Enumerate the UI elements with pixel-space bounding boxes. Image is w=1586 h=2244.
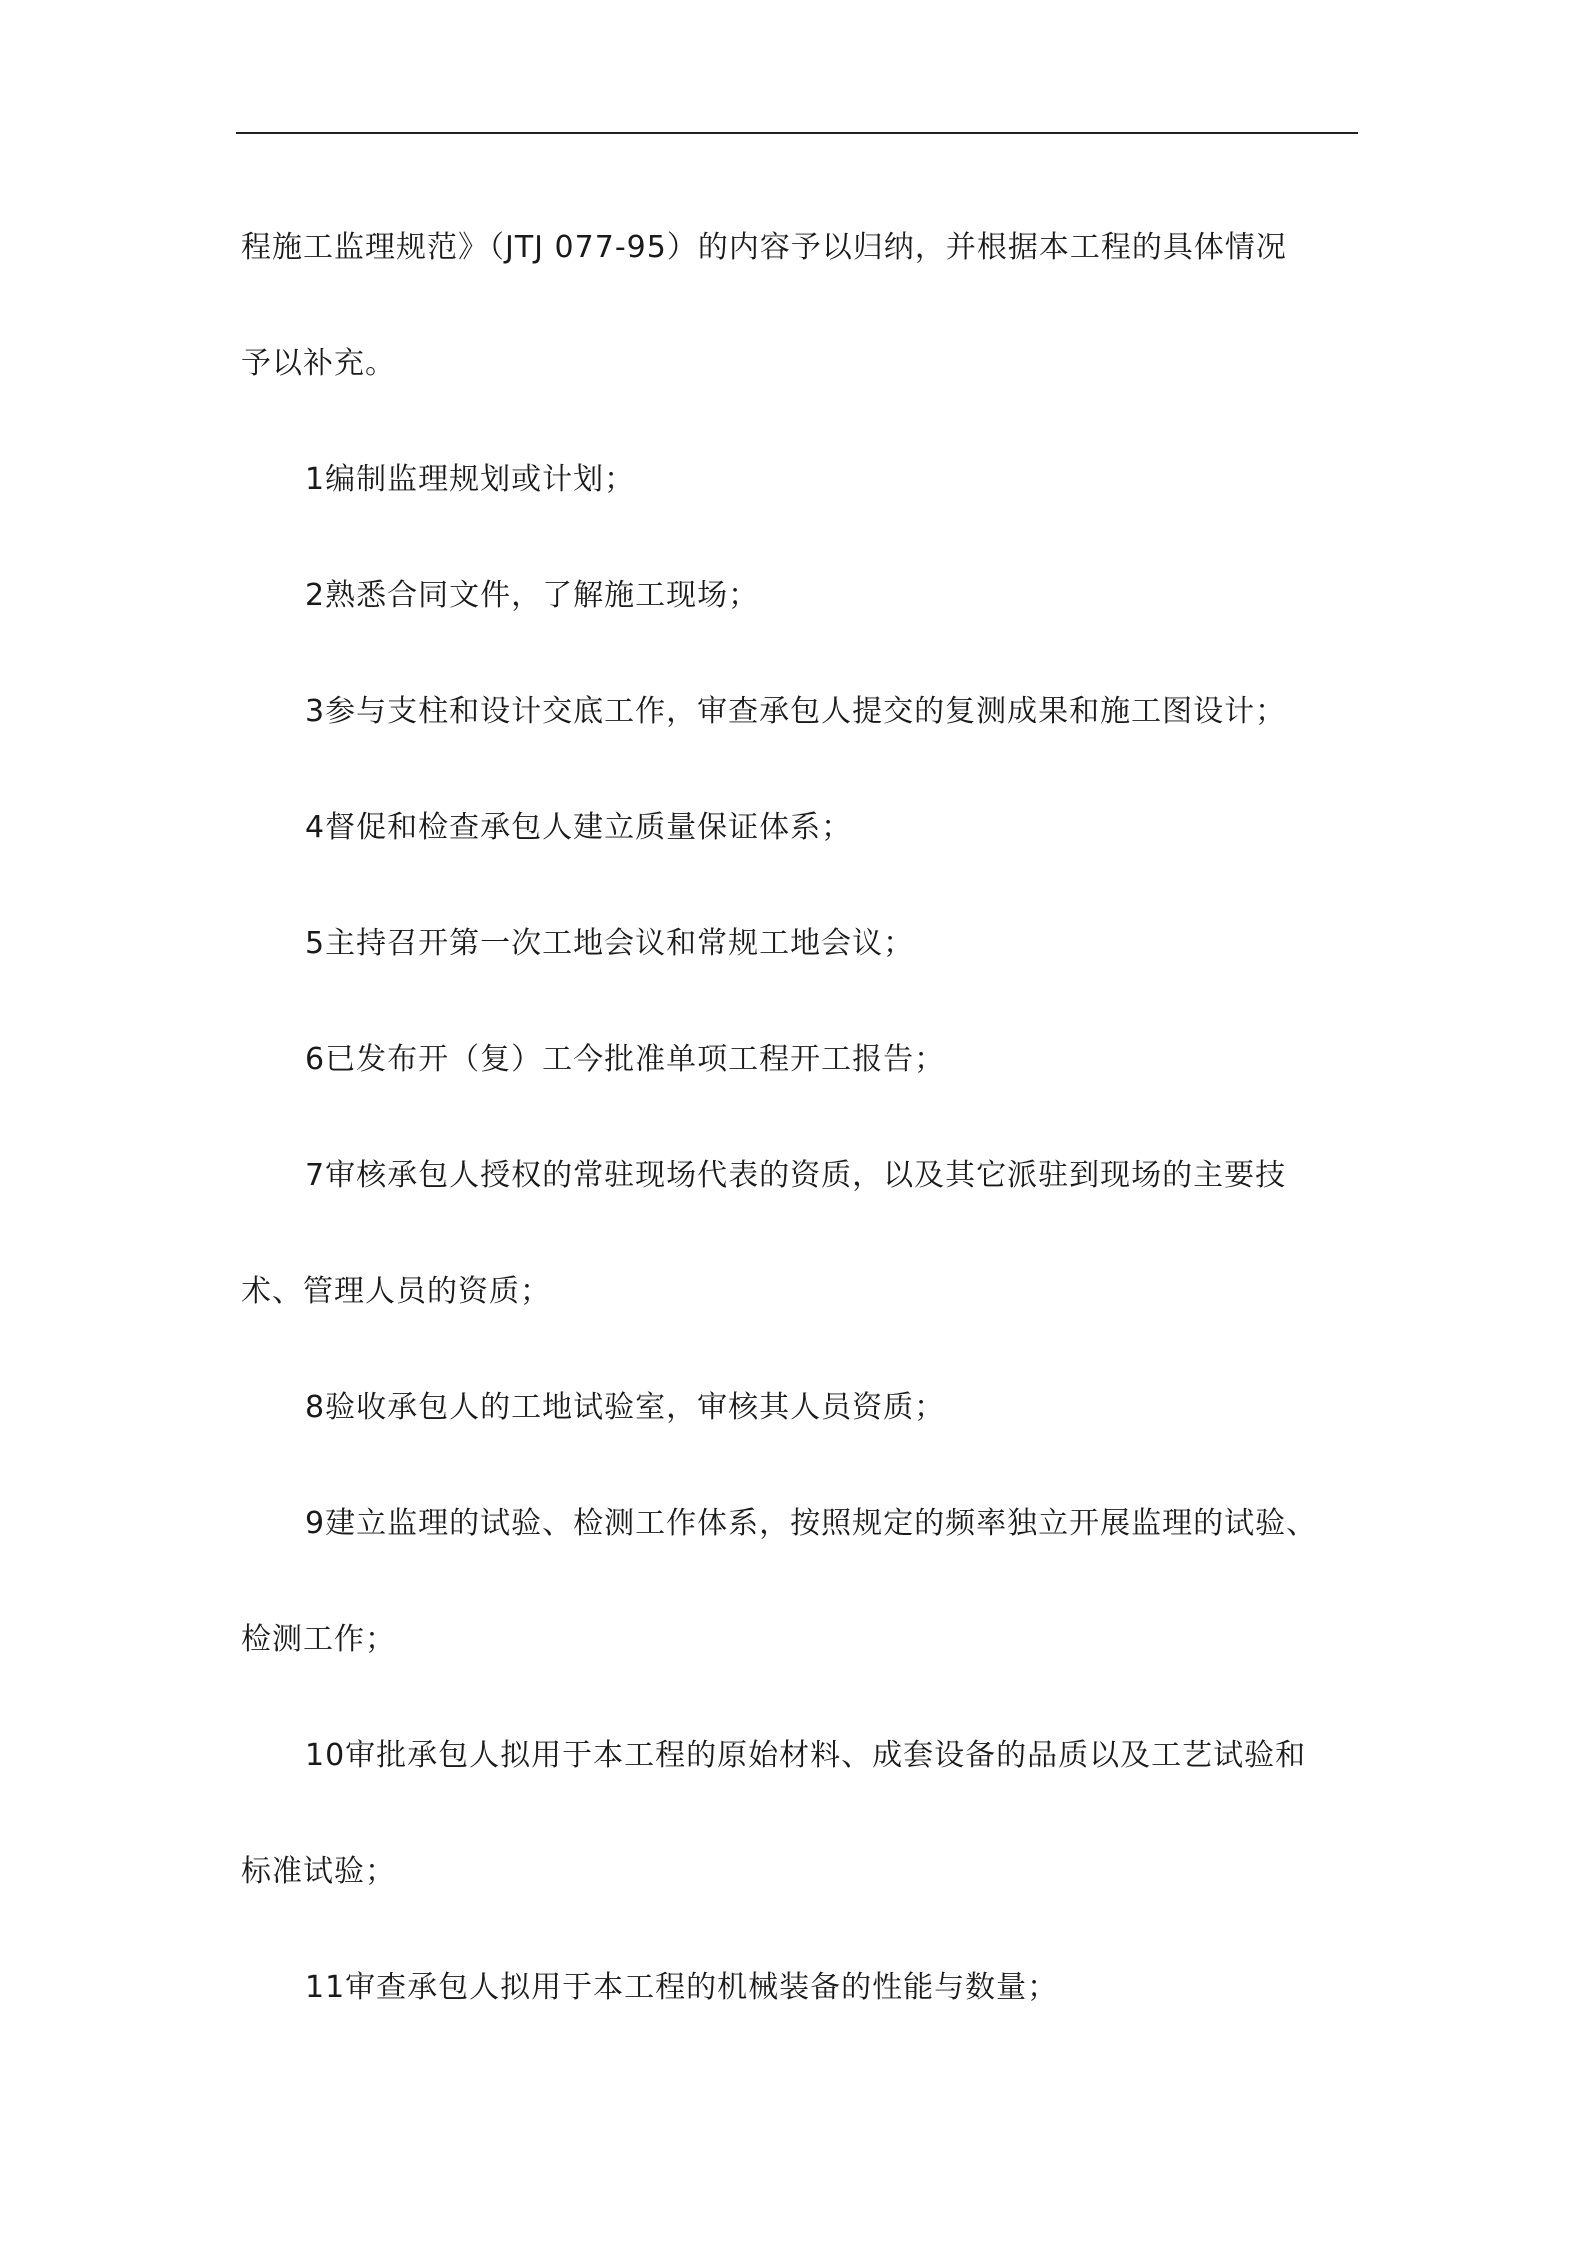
- paragraph-line: 予以补充。: [241, 346, 396, 381]
- list-item-continuation: 标准试验；: [241, 1854, 396, 1889]
- list-item: 7审核承包人授权的常驻现场代表的资质，以及其它派驻到现场的主要技: [305, 1158, 1287, 1193]
- list-item: 8验收承包人的工地试验室，审核其人员资质；: [305, 1390, 946, 1425]
- document-body: [241, 190, 1353, 2046]
- list-item-continuation: 术、管理人员的资质；: [241, 1274, 551, 1309]
- list-item: 5主持召开第一次工地会议和常规工地会议；: [305, 926, 915, 961]
- list-item: 2熟悉合同文件，了解施工现场；: [305, 578, 760, 613]
- list-item: 3参与支柱和设计交底工作，审查承包人提交的复测成果和施工图设计；: [305, 694, 1287, 729]
- list-item: 4督促和检查承包人建立质量保证体系；: [305, 810, 853, 845]
- list-item: 1编制监理规划或计划；: [305, 462, 636, 497]
- header-divider: [236, 132, 1358, 134]
- list-item-continuation: 检测工作；: [241, 1622, 396, 1657]
- list-item: 11审查承包人拟用于本工程的机械装备的性能与数量；: [305, 1970, 1059, 2005]
- list-item: 10审批承包人拟用于本工程的原始材料、成套设备的品质以及工艺试验和: [305, 1738, 1307, 1773]
- paragraph-line: 程施工监理规范》（JTJ 077-95）的内容予以归纳，并根据本工程的具体情况: [241, 230, 1287, 265]
- list-item: 9建立监理的试验、检测工作体系，按照规定的频率独立开展监理的试验、: [305, 1506, 1318, 1541]
- list-item: 6已发布开（复）工今批准单项工程开工报告；: [305, 1042, 946, 1077]
